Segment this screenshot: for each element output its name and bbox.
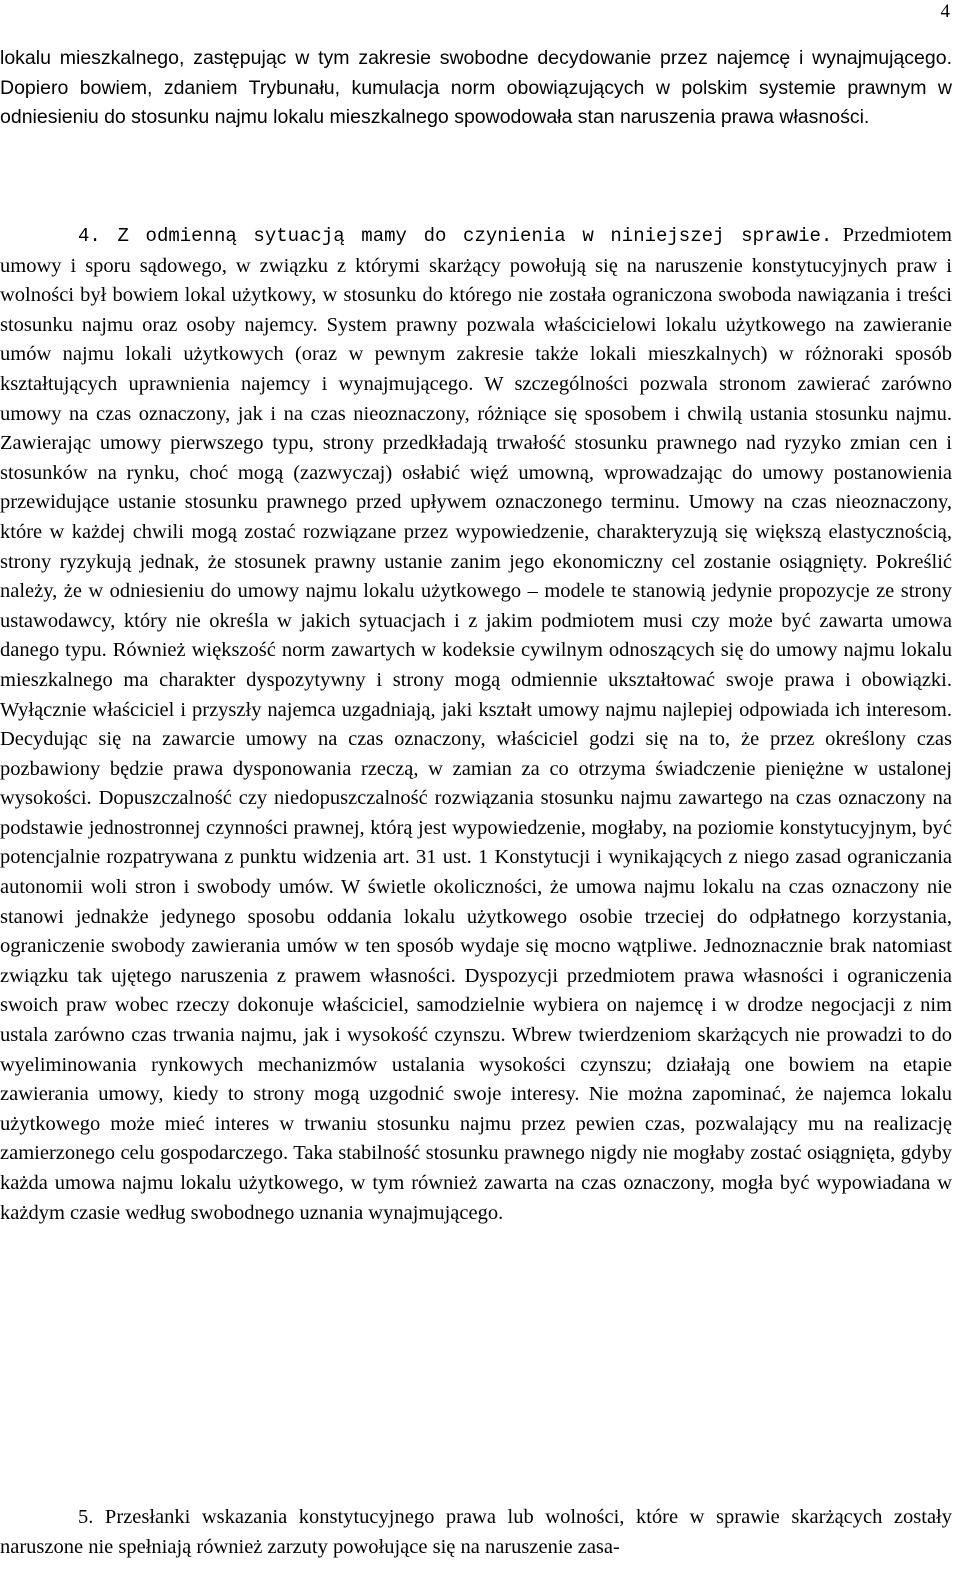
paragraph-4 xyxy=(0,221,952,1228)
paragraph-4-lead: 4. Z odmienną sytuacją mamy do czynienia w niniejszej sprawie. xyxy=(78,225,833,247)
paragraph-continuation: lokalu mieszkalnego, zastępując w tym zakresie swobodne decydowanie przez najemcę i wynajmującego. Dopiero bowiem, zdaniem Trybunału, kumulacja norm obowiązujących w polskim systemie prawnym w odniesieniu do stosunku najmu lokalu mieszkalnego spowodowała stan naruszenia prawa własności. xyxy=(0,47,952,129)
paragraph-4-body: Przedmiotem umowy i sporu sądowego, w związku z którymi skarżący powołują się na naruszenie konstytucyjnych praw i wolności był bowiem lokal użytkowy, w stosunku do którego nie została ograniczona swoboda nawiązania i treści stosunku najmu oraz osoby najemcy. System prawny pozwala właścicielowi lokalu użytkowego na zawieranie umów najmu lokali użytkowych (oraz w pewnym zakresie także lokali mieszkalnych) w różnoraki sposób kształtujących uprawnienia najemcy i wynajmującego. W szczególności pozwala stronom zawierać zarówno umowy na czas oznaczony, jak i na czas nieoznaczony, różniące się sposobem i chwilą ustania stosunku najmu. Zawierając umowy pierwszego typu, strony przedkładają trwałość stosunku prawnego nad ryzyko zmian cen i stosunków na rynku, choć mogą (zazwyczaj) osłabić więź umowną, wprowadzając do umowy postanowienia przewidujące ustanie stosunku prawnego przed upływem oznaczonego terminu. Umowy na czas nieoznaczony, które w każdej chwili mogą zostać rozwiązane przez wypowiedzenie, charakteryzują się większą elastycznością, strony ryzykują jednak, że stosunek prawny ustanie zanim jego ekonomiczny cel zostanie osiągnięty. Pokreślić należy, że w odniesieniu do umowy najmu lokalu użytkowego – modele te stanowią jedynie propozycje ze strony ustawodawcy, który nie określa w jakich sytuacjach i z jakim podmiotem musi czy może być zawarta umowa danego typu. Również większość norm zawartych w kodeksie cywilnym odnoszących się do umowy najmu lokalu mieszkalnego ma charakter dyspozytywny i strony mogą odmiennie ukształtować swoje prawa i obowiązki. Wyłącznie właściciel i przyszły najemca uzgadniają, jaki kształt umowy najmu najlepiej odpowiada ich interesom. Decydując się na zawarcie umowy na czas oznaczony, właściciel godzi się na to, że przez określony czas pozbawiony będzie prawa dysponowania rzeczą, w zamian za co otrzyma świadczenie pieniężne w ustalonej wysokości. Dopuszczalność czy niedopuszczalność rozwiązania stosunku najmu zawartego na czas oznaczony na podstawie jednostronnej czynności prawnej, którą jest wypowiedzenie, mogłaby, na poziomie konstytucyjnym, być potencjalnie rozpatrywana z punktu widzenia art. 31 ust. 1 Konstytucji i wynikających z niego zasad ograniczania autonomii woli stron i swobody umów. W świetle okoliczności, że umowa najmu lokalu na czas oznaczony nie stanowi jednakże jedynego sposobu oddania lokalu użytkowego osobie trzeciej do odpłatnego korzystania, ograniczenie swobody zawierania umów w ten sposób wydaje się mocno wątpliwe. Jednoznacznie brak natomiast związku tak ujętego naruszenia z prawem własności. Dyspozycji przedmiotem prawa własności i ograniczenia swoich praw wobec rzeczy dokonuje właściciel, samodzielnie wybiera on najemcę i w drodze negocjacji z nim ustala zarówno czas trwania najmu, jak i wysokość czynszu. Wbrew twierdzeniom skarżących nie prowadzi to do wyeliminowania rynkowych mechanizmów ustalania wysokości czynszu; działają one bowiem na etapie zawierania umowy, kiedy to strony mogą uzgodnić swoje interesy. Nie można zapominać, że najemca lokalu użytkowego może mieć interes w trwaniu stosunku najmu przez pewien czas, pozwalający mu na realizację zamierzonego celu gospodarczego. Taka stabilność stosunku prawnego nigdy nie mogłaby zostać osiągnięta, gdyby każda umowa najmu lokalu użytkowego, w tym również zawarta na czas oznaczony, mogła być wypowiadana w każdym czasie według swobodnego uznania wynajmującego. xyxy=(0,224,952,1224)
paragraph-5: 5. Przesłanki wskazania konstytucyjnego prawa lub wolności, które w sprawie skarżących zostały naruszone nie spełniają również zarzuty powołujące się na naruszenie zasa- xyxy=(0,1506,952,1558)
page-number: 4 xyxy=(940,1,950,22)
